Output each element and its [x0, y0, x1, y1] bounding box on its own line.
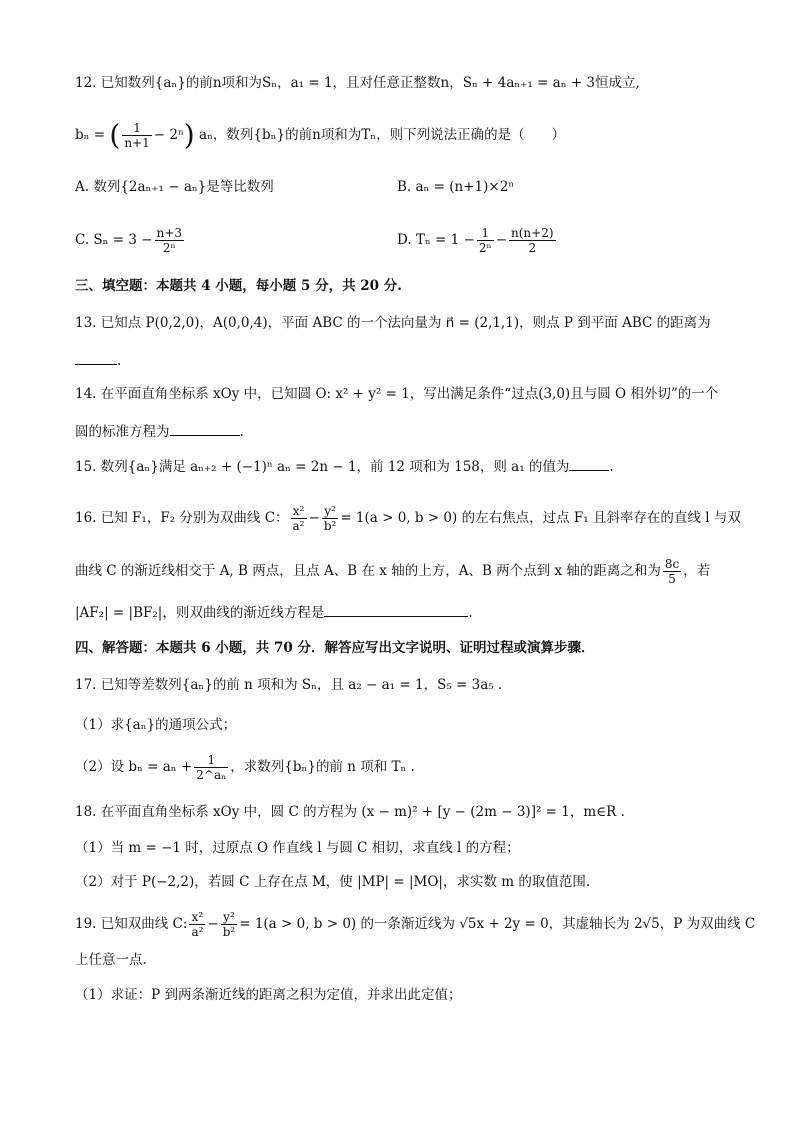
q16-line1-a: 16. 已知 F₁，F₂ 分别为双曲线 C： — [75, 510, 289, 526]
q17-part2-b: ，求数列{bₙ}的前 n 项和 Tₙ . — [230, 759, 415, 775]
q15-line — [75, 456, 734, 477]
q16-frac-x-num: x² — [291, 504, 307, 519]
q19-line2: 上任意一点. — [75, 952, 147, 968]
q17-part1: （1）求{aₙ}的通项公式； — [75, 717, 237, 733]
q16-line2 — [75, 553, 734, 589]
q19-frac-x — [189, 910, 205, 939]
q16-line3 — [75, 602, 734, 623]
q19-frac-x-den: a² — [191, 925, 204, 939]
q19-line1-a: 19. 已知双曲线 C: — [75, 916, 188, 932]
q19-frac-x-num: x² — [189, 910, 205, 925]
q17-part2 — [75, 750, 734, 784]
q16-line2-a: 曲线 C 的渐近线相交于 A, B 两点，且点 A、B 在 x 轴的上方，A、B 两个点到 x 轴的距离之和为 — [75, 563, 661, 579]
q17-part2-frac — [194, 753, 228, 782]
q12-option-d-num2: n(n+2) — [511, 226, 554, 240]
q12-b-frac — [122, 121, 151, 150]
q19-line1-b: = 1(a > 0, b > 0) 的一条渐近线为 √5x + 2y = 0，其虚轴长为 2√5，P 为双曲线 C — [239, 916, 756, 932]
q13-line2-end: . — [117, 353, 122, 369]
q12-option-c-num: n+3 — [156, 226, 183, 240]
q16-line3-end: . — [468, 605, 473, 621]
q19-frac-y — [221, 910, 238, 939]
q12-option-d-minus: − — [495, 232, 507, 248]
q16-frac-8c5 — [663, 557, 681, 586]
q16-frac-8c5-den: 5 — [668, 572, 676, 586]
q16-frac-8c5-num: 8c — [664, 557, 680, 571]
q12-b-frac-num: 1 — [122, 121, 151, 136]
q17-part2-num: 1 — [194, 753, 228, 768]
q16-line1-b: = 1(a > 0, b > 0) 的左右焦点，过点 F₁ 且斜率存在的直线 l 与双 — [340, 510, 741, 526]
q14-answer-blank — [170, 421, 240, 436]
q16-line2-b: ，若 — [683, 563, 711, 579]
q17-part2-den: 2^aₙ — [196, 768, 227, 782]
q18-line1: 18. 在平面直角坐标系 xOy 中，圆 C 的方程为 (x − m)² + [y − (2m − 3)]² = 1，m∈R . — [75, 804, 625, 820]
q12-b-frac-den: n+1 — [124, 136, 150, 150]
q12-option-c-frac — [155, 226, 184, 255]
q12-b-definition — [75, 118, 734, 153]
q15-end: . — [609, 459, 614, 475]
section-3-heading: 三、填空题：本题共 4 小题，每小题 5 分，共 20 分. — [75, 278, 402, 294]
q19-minus: − — [207, 916, 219, 932]
q13-line1: 13. 已知点 P(0,2,0)，A(0,0,4)，平面 ABC 的一个法向量为 n⃗ = (2,1,1)，则点 P 到平面 ABC 的距离为 — [75, 315, 711, 331]
q19-part1: （1）求证：P 到两条渐近线的距离之积为定值，并求出此定值； — [75, 987, 462, 1003]
q12-option-d-den2: 2 — [528, 241, 537, 255]
q16-frac-x-den: a² — [292, 519, 305, 533]
q12-option-d-frac2 — [509, 226, 556, 255]
q14-line2 — [75, 421, 734, 442]
q15-text: 15. 数列{aₙ}满足 aₙ₊₂ + (−1)ⁿ aₙ = 2n − 1，前 12 项和为 158，则 a₁ 的值为 — [75, 459, 570, 475]
q14-line2-text: 圆的标准方程为 — [75, 424, 170, 440]
q12-left-paren: ( — [109, 118, 121, 152]
q12-option-c-den: 2ⁿ — [162, 241, 176, 255]
q16-line3-text: |AF₂| = |BF₂|，则双曲线的渐近线方程是 — [75, 605, 325, 621]
q12-line1: 12. 已知数列{aₙ}的前n项和为Sₙ，a₁ = 1，且对任意正整数n，Sₙ + 4aₙ₊₁ = aₙ + 3恒成立, — [75, 75, 640, 91]
q13-answer-blank — [75, 350, 117, 365]
q12-option-d-prefix: D. Tₙ = 1 − — [397, 232, 475, 248]
q13-line2 — [75, 350, 734, 371]
q19-frac-y-num: y² — [221, 910, 238, 925]
q12-option-d-num1: 1 — [477, 226, 494, 241]
q19-line1 — [75, 906, 756, 942]
q17-line1: 17. 已知等差数列{aₙ}的前 n 项和为 Sₙ，且 a₂ − a₁ = 1，S₅ = 3a₅ . — [75, 677, 503, 693]
q18-part1: （1）当 m = −1 时，过原点 O 作直线 l 与圆 C 相切，求直线 l 的方程； — [75, 840, 520, 856]
q16-minus: − — [308, 510, 320, 526]
q12-option-b: B. aₙ = (n+1)×2ⁿ — [397, 179, 515, 195]
q12-option-d-den1: 2ⁿ — [478, 241, 492, 255]
q16-frac-y-num: y² — [322, 504, 339, 519]
q12-option-c-prefix: C. Sₙ = 3 − — [75, 232, 153, 248]
q17-part2-a: （2）设 bₙ = aₙ + — [75, 759, 193, 775]
q12-option-d-frac1 — [477, 226, 494, 255]
q19-frac-y-den: b² — [222, 925, 236, 939]
q12-b-rest: − 2ⁿ — [153, 127, 184, 143]
q14-line1: 14. 在平面直角坐标系 xOy 中，已知圆 O: x² + y² = 1，写出满足条件“过点(3,0)且与圆 O 相外切”的一个 — [75, 386, 719, 402]
q16-frac-x — [291, 504, 307, 533]
q12-option-a: A. 数列{2aₙ₊₁ − aₙ}是等比数列 — [75, 179, 274, 195]
q12-option-d — [397, 226, 558, 255]
q12-option-c — [75, 226, 186, 255]
q16-frac-y — [322, 504, 339, 533]
q14-line2-end: . — [239, 424, 244, 440]
q16-answer-blank — [324, 602, 468, 617]
q12-b-prefix: bₙ = — [75, 127, 106, 143]
q15-answer-blank — [569, 456, 609, 471]
q12-right-paren: ) — [183, 118, 195, 152]
q18-part2: （2）对于 P(−2,2)，若圆 C 上存在点 M，使 |MP| = |MO|，求实数 m 的取值范围. — [75, 874, 591, 890]
q16-line1 — [75, 500, 741, 536]
section-4-heading: 四、解答题：本题共 6 小题，共 70 分．解答应写出文字说明、证明过程或演算步骤． — [75, 640, 595, 656]
q12-b-suffix: aₙ，数列{bₙ}的前n项和为Tₙ，则下列说法正确的是（ ） — [199, 127, 566, 143]
q16-frac-y-den: b² — [323, 519, 337, 533]
